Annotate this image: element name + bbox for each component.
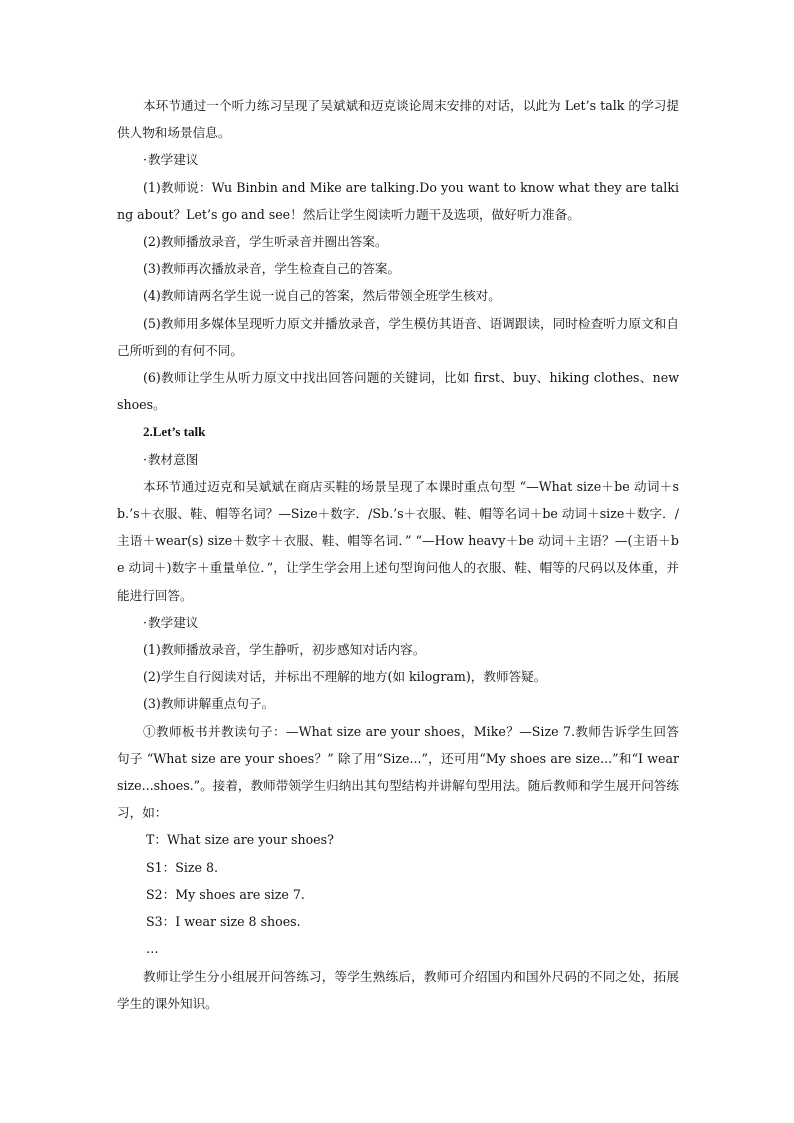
- step-paragraph: (2)学生自行阅读对话，并标出不理解的地方(如 kilogram)，教师答疑。: [143, 669, 547, 685]
- step-paragraph: (4)教师请两名学生说一说自己的答案，然后带领全班学生核对。: [143, 288, 501, 304]
- section-heading-text: 教学建议: [148, 152, 199, 168]
- bullet-marker: ·: [143, 152, 148, 168]
- step-paragraph: (1)教师说：Wu Binbin and Mike are talking.Do you want to know what they are talking about？Let’s go and see！然后让学生阅读听力题干及选项，做好听力准备。: [117, 179, 679, 222]
- section-heading-intent: [117, 446, 679, 473]
- bullet-marker: ·: [143, 614, 148, 630]
- step-paragraph: ①教师板书并教读句子：—What size are your shoes，Mike？—Size 7.教师告诉学生回答句子 “What size are your shoes？” 除了用“Size...”，还可用“My shoes are size...”和“I wear size...shoes.”。接着，教师带领学生归纳出其句型结构并讲解句型用法。随后教师和学生展开问答练习，如：: [117, 723, 679, 821]
- step-paragraph: (5)教师用多媒体呈现听力原文并播放录音，学生模仿其语音、语调跟读，同时检查听力原文和自己所听到的有何不同。: [117, 315, 679, 358]
- bullet-marker: ·: [143, 451, 148, 467]
- section-heading-text: 教学建议: [148, 614, 199, 630]
- dialogue-ellipsis: …: [146, 941, 159, 957]
- intent-paragraph: 本环节通过迈克和吴斌斌在商店买鞋的场景呈现了本课时重点句型 “—What size＋be 动词＋sb.’s＋衣服、鞋、帽等名词？—Size＋数字．/Sb.’s＋衣服、鞋、帽等名词＋be 动词＋size＋数字．/主语＋wear(s) size＋数字＋衣服、鞋、帽等名词．” “—How heavy＋be 动词＋主语？—(主语＋be 动词＋)数字＋重量单位．”，让学生学会用上述句型询问他人的衣服、鞋、帽等的尺码以及体重，并能进行回答。: [117, 478, 679, 603]
- dialogue-line: S3：I wear size 8 shoes.: [146, 914, 301, 930]
- section-heading-teaching-advice: [117, 146, 679, 173]
- section-title-lets-talk: 2.Let’s talk: [143, 424, 206, 440]
- dialogue-line: S2：My shoes are size 7.: [146, 886, 305, 902]
- dialogue-line: S1：Size 8.: [146, 859, 218, 875]
- section-heading-text: 教材意图: [148, 451, 199, 467]
- step-paragraph: (2)教师播放录音，学生听录音并圈出答案。: [143, 234, 388, 250]
- document-page: [117, 92, 679, 1017]
- closing-paragraph: 教师让学生分小组展开问答练习，等学生熟练后，教师可介绍国内和国外尺码的不同之处，拓展学生的课外知识。: [117, 968, 679, 1011]
- section-heading-teaching-advice-2: [117, 609, 679, 636]
- intro-paragraph: 本环节通过一个听力练习呈现了吴斌斌和迈克谈论周末安排的对话，以此为 Let’s talk 的学习提供人物和场景信息。: [117, 98, 679, 141]
- step-paragraph: (3)教师再次播放录音，学生检查自己的答案。: [143, 261, 401, 277]
- dialogue-line: T：What size are your shoes?: [146, 832, 334, 848]
- step-paragraph: (6)教师让学生从听力原文中找出回答问题的关键词，比如 first、buy、hiking clothes、new shoes。: [117, 370, 679, 413]
- step-paragraph: (1)教师播放录音，学生静听，初步感知对话内容。: [143, 642, 426, 658]
- step-paragraph: (3)教师讲解重点句子。: [143, 696, 275, 712]
